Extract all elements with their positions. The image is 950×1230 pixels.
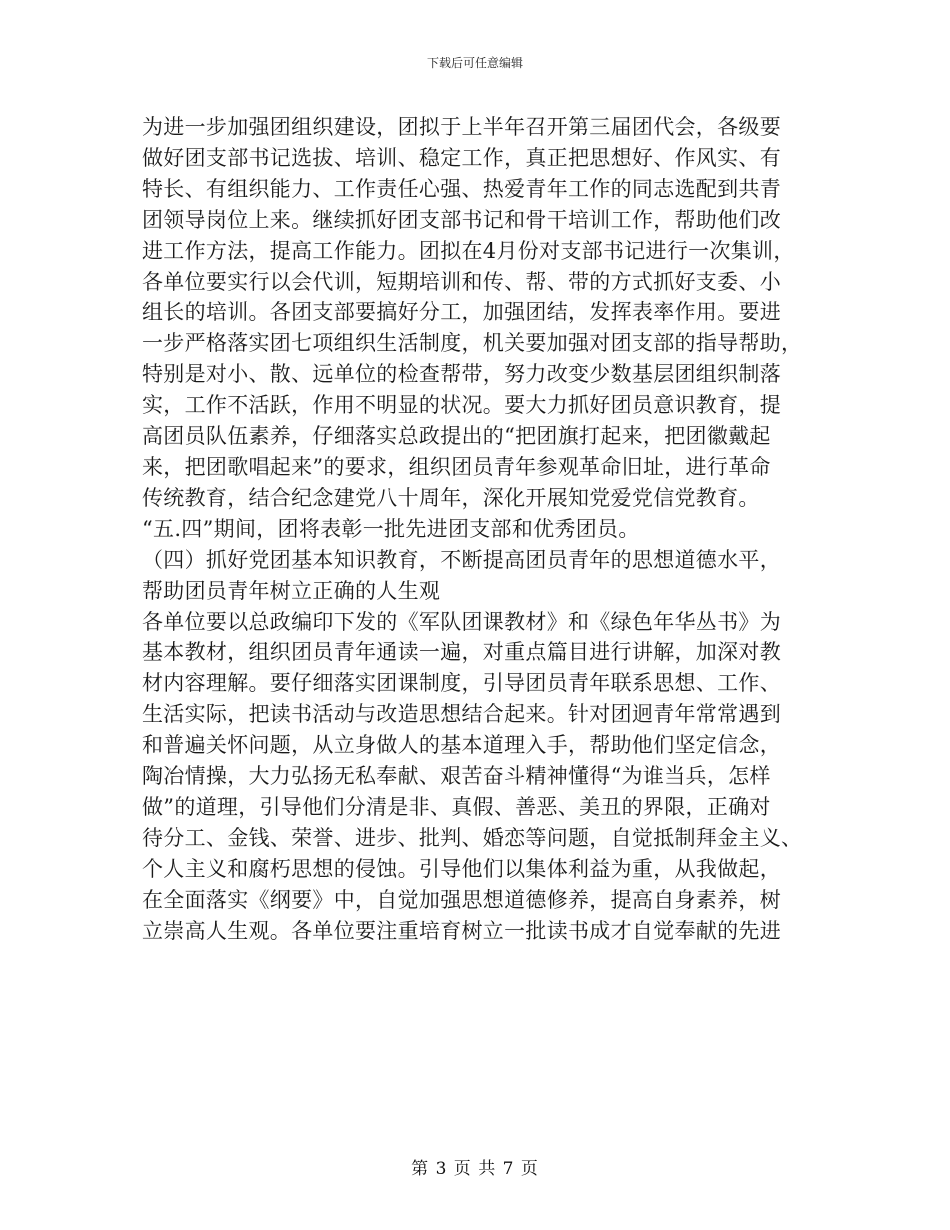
body-line: 个人主义和腐朽思想的侵蚀。引导他们以集体利益为重，从我做起， — [142, 856, 781, 881]
body-line: 一步严格落实团七项组织生活制度，机关要加强对团支部的指导帮助， — [142, 331, 803, 356]
body-line: 实，工作不活跃，作用不明显的状况。要大力抓好团员意识教育，提 — [142, 393, 781, 418]
body-line: 做好团支部书记选拔、培训、稳定工作，真正把思想好、作风实、有 — [142, 145, 781, 170]
body-line: 传统教育，结合纪念建党八十周年，深化开展知党爱党信党教育。 — [142, 485, 760, 510]
body-line: “五.四”期间，团将表彰一批先进团支部和优秀团员。 — [142, 516, 640, 541]
body-line: 在全面落实《纲要》中，自觉加强思想道德修养，提高自身素养，树 — [142, 887, 781, 912]
body-line: 立崇高人生观。各单位要注重培育树立一批读书成才自觉奉献的先进 — [142, 918, 781, 943]
document-body — [142, 112, 822, 946]
body-line: 和普遍关怀问题，从立身做人的基本道理入手，帮助他们坚定信念， — [142, 733, 781, 758]
body-line: 高团员队伍素养，仔细落实总政提出的“把团旗打起来，把团徽戴起 — [142, 424, 771, 449]
body-line: 团领导岗位上来。继续抓好团支部书记和骨干培训工作，帮助他们改 — [142, 207, 781, 232]
page-number-footer: 第 3 页 共 7 页 — [411, 1159, 539, 1179]
body-line: 来，把团歌唱起来”的要求，组织团员青年参观革命旧址，进行革命 — [142, 454, 771, 479]
body-line: 生活实际，把读书活动与改造思想结合起来。针对团迥青年常常遇到 — [142, 702, 781, 727]
body-line: 组长的培训。各团支部要搞好分工，加强团结，发挥表率作用。要进 — [142, 300, 781, 325]
body-line: 特长、有组织能力、工作责任心强、热爱青年工作的同志选配到共青 — [142, 176, 781, 201]
body-line: 基本教材，组织团员青年通读一遍，对重点篇目进行讲解，加深对教 — [142, 640, 781, 665]
body-line: 进工作方法，提高工作能力。团拟在4月份对支部书记进行一次集训， — [142, 238, 795, 263]
body-line: 各单位要以总政编印下发的《军队团课教材》和《绿色年华丛书》为 — [142, 609, 781, 634]
body-line: 做”的道理，引导他们分清是非、真假、善恶、美丑的界限，正确对 — [142, 794, 771, 819]
body-line: 各单位要实行以会代训，短期培训和传、帮、带的方式抓好支委、小 — [142, 269, 781, 294]
section-heading-line: （四）抓好党团基本知识教育，不断提高团员青年的思想道德水平， — [142, 547, 781, 572]
body-line: 待分工、金钱、荣誉、进步、批判、婚恋等问题，自觉抵制拜金主义、 — [142, 825, 803, 850]
body-line: 特别是对小、散、远单位的检查帮带，努力改变少数基层团组织制落 — [142, 362, 781, 387]
body-line: 材内容理解。要仔细落实团课制度，引导团员青年联系思想、工作、 — [142, 671, 781, 696]
body-line: 陶冶情操，大力弘扬无私奉献、艰苦奋斗精神懂得“为谁当兵，怎样 — [142, 764, 771, 789]
section-heading-line: 帮助团员青年树立正确的人生观 — [142, 578, 441, 603]
body-line: 为进一步加强团组织建设，团拟于上半年召开第三届团代会，各级要 — [142, 115, 781, 139]
page-header-note: 下载后可任意编辑 — [426, 56, 523, 70]
